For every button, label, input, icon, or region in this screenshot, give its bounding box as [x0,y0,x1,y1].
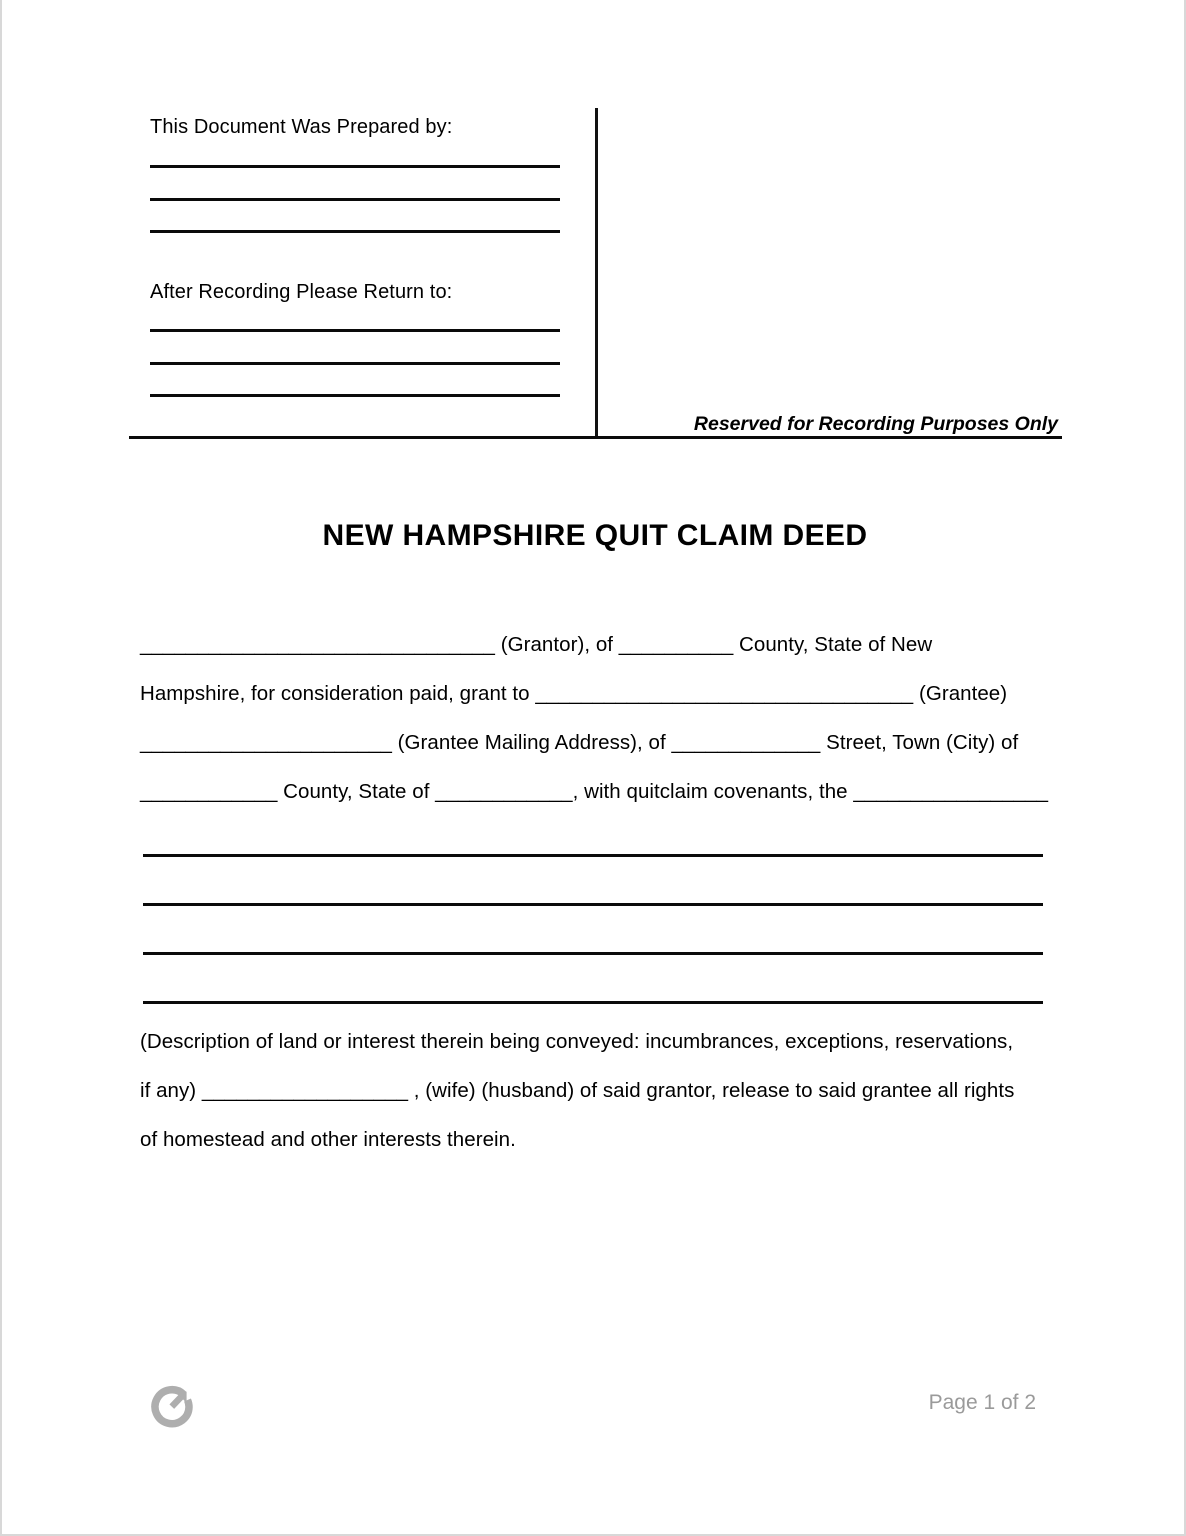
recording-header-vertical-divider [595,108,598,437]
write-line-2[interactable] [143,903,1043,906]
description-line-1: (Description of land or interest therein being conveyed: incumbrances, exceptions, reservations, [140,1030,1014,1053]
page-title: NEW HAMPSHIRE QUIT CLAIM DEED [322,519,868,552]
write-line-1[interactable] [143,854,1043,857]
description-paragraph [140,1027,1052,1174]
description-line-3: of homestead and other interests therein. [140,1128,516,1151]
description-line-2: if any) __________________ , (wife) (husband) of said grantor, release to said grantee all rights [140,1079,1015,1102]
recording-header-left-column [129,108,595,440]
page-number-label: Page 1 of 2 [928,1391,1036,1414]
prepared-by-blank-line-1[interactable] [150,165,560,168]
write-line-4[interactable] [143,1001,1043,1004]
prepared-by-label: This Document Was Prepared by: [150,116,453,138]
write-line-3[interactable] [143,952,1043,955]
return-to-blank-line-3[interactable] [150,394,560,397]
deed-body-line-3: ______________________ (Grantee Mailing Address), of _____________ Street, Town (City) of [140,731,1019,754]
deed-body-paragraph [140,630,1049,826]
deed-body-line-2: Hampshire, for consideration paid, grant to _________________________________ (Grantee) [140,682,1008,705]
reserved-for-recording-note: Reserved for Recording Purposes Only [693,413,1058,435]
legal-description-write-lines [143,854,1043,1050]
deed-body-line-1: _______________________________ (Grantor), of __________ County, State of New [140,633,933,656]
prepared-by-blank-line-2[interactable] [150,198,560,201]
return-to-blank-line-2[interactable] [150,362,560,365]
return-to-label: After Recording Please Return to: [150,281,453,303]
circular-external-link-icon [149,1382,195,1428]
recording-header-block [129,108,1062,440]
return-to-blank-line-1[interactable] [150,329,560,332]
recording-header-right-column [599,108,1062,440]
deed-body-line-4: ____________ County, State of ____________, with quitclaim covenants, the _________________ [140,780,1049,803]
prepared-by-blank-line-3[interactable] [150,230,560,233]
recording-header-bottom-rule [129,436,1062,439]
